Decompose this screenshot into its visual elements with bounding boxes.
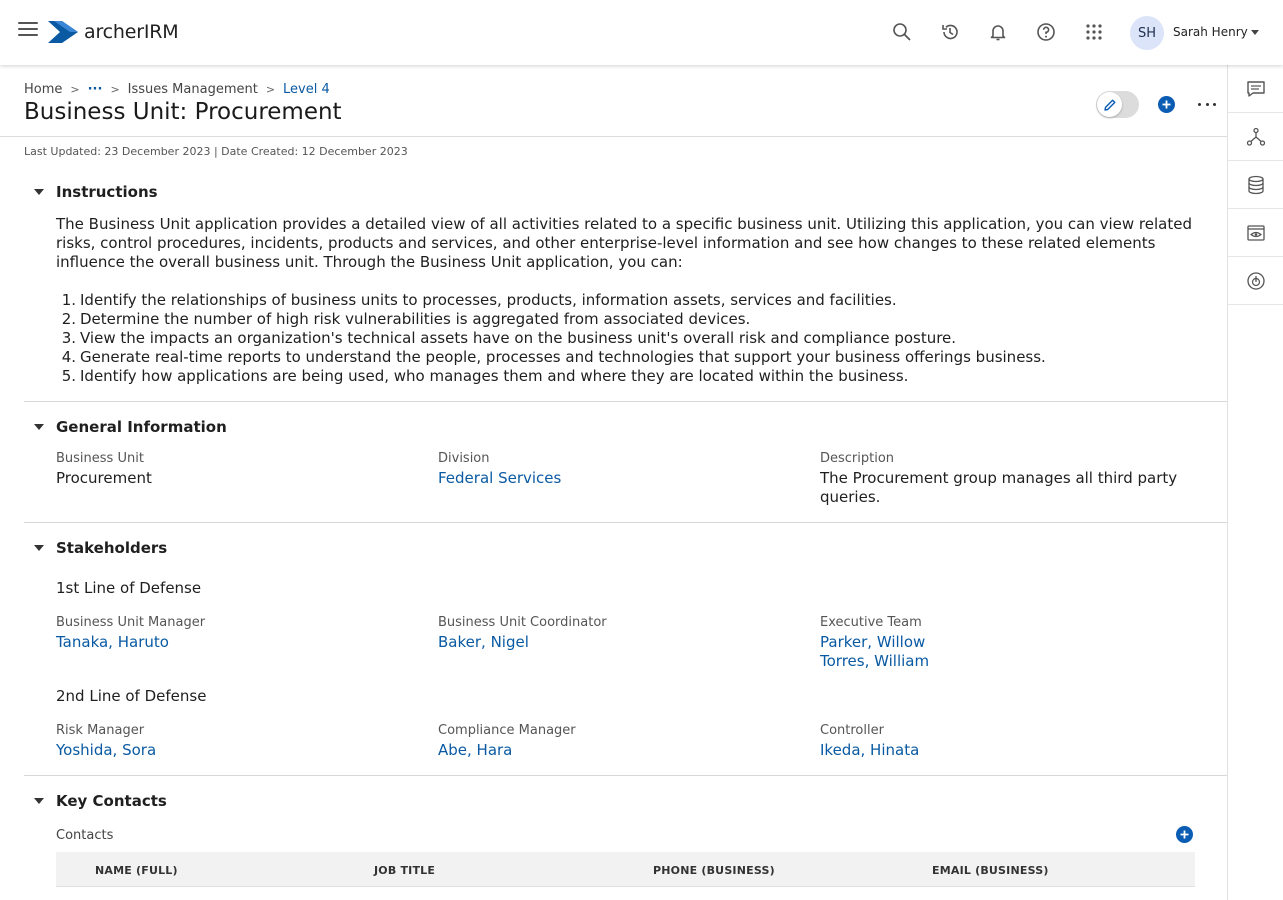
contacts-label: Contacts <box>56 828 114 843</box>
breadcrumb-ellipsis[interactable]: ··· <box>87 82 103 97</box>
breadcrumb-separator: > <box>265 83 276 96</box>
database-icon[interactable] <box>1228 161 1283 209</box>
list-item: 4. Generate real-time reports to understand the people, processes and technologies that support your business offerings business. <box>61 348 1046 366</box>
instructions-list <box>56 291 1046 386</box>
instructions-paragraph: The Business Unit application provides a detailed view of all activities related to a specific business unit. Utilizing this application, you can view related risks, control procedures, incidents, products and services, and other enterprise-level information and see how changes to these related elements influence the overall business unit. Through the Business Unit application, you can: <box>56 215 1192 271</box>
breadcrumb-current[interactable]: Level 4 <box>283 82 330 97</box>
list-item: 5. Identify how applications are being used, who manages them and where they are located within the business. <box>61 367 909 385</box>
description-value: The Procurement group manages all third party queries. <box>820 469 1178 506</box>
first-line-heading: 1st Line of Defense <box>56 579 202 597</box>
caret-down-icon <box>34 545 44 551</box>
edit-mode-toggle[interactable] <box>1096 91 1139 118</box>
app-logo[interactable] <box>48 21 178 43</box>
caret-down-icon <box>34 424 44 430</box>
list-item-text: View the impacts an organization's technical assets have on the business unit's overall risk and compliance posture. <box>80 329 957 347</box>
compliance-manager-link[interactable]: Abe, Hara <box>438 741 513 759</box>
list-item: 3. View the impacts an organization's technical assets have on the business unit's overall risk and compliance posture. <box>61 329 957 347</box>
column-header-name[interactable]: NAME (FULL) <box>95 864 178 877</box>
more-options-icon[interactable] <box>1198 96 1216 112</box>
breadcrumb-separator: > <box>70 83 80 96</box>
compliance-manager-label: Compliance Manager <box>438 723 576 738</box>
right-side-rail <box>1227 65 1283 900</box>
breadcrumb-separator: > <box>110 83 120 96</box>
list-item: 2. Determine the number of high risk vulnerabilities is aggregated from associated devices. <box>61 310 751 328</box>
bu-coordinator-link[interactable]: Baker, Nigel <box>438 633 529 651</box>
list-item: 1. Identify the relationships of business units to processes, products, information assets, services and facilities. <box>61 291 897 309</box>
list-item-text: Identify how applications are being used, who manages them and where they are located within the business. <box>80 367 909 385</box>
avatar[interactable]: SH <box>1130 16 1164 50</box>
business-unit-label: Business Unit <box>56 451 144 466</box>
section-title-stakeholders: Stakeholders <box>56 539 168 557</box>
division-link[interactable]: Federal Services <box>438 469 562 487</box>
breadcrumb <box>24 82 330 97</box>
search-icon[interactable] <box>890 20 914 44</box>
section-toggle-instructions[interactable] <box>34 183 158 201</box>
list-item-text: Generate real-time reports to understand the people, processes and technologies that support your business offerings business. <box>80 348 1046 366</box>
column-header-job-title[interactable]: JOB TITLE <box>374 864 436 877</box>
plus-icon <box>1180 830 1189 839</box>
section-toggle-key-contacts[interactable] <box>34 792 167 810</box>
breadcrumb-home[interactable]: Home <box>24 82 63 97</box>
help-icon[interactable] <box>1034 20 1058 44</box>
section-divider <box>24 775 1227 776</box>
header-divider <box>0 136 1227 137</box>
executive-team-link[interactable]: Torres, William <box>820 652 930 670</box>
relationships-icon[interactable] <box>1228 113 1283 161</box>
breadcrumb-module[interactable]: Issues Management <box>127 82 258 97</box>
business-unit-value: Procurement <box>56 469 152 487</box>
archer-logo-icon <box>48 21 78 43</box>
apps-grid-icon[interactable] <box>1082 20 1106 44</box>
executive-team-link[interactable]: Parker, Willow <box>820 633 926 651</box>
description-label: Description <box>820 451 895 466</box>
record-dates: Last Updated: 23 December 2023 | Date Created: 12 December 2023 <box>24 145 408 158</box>
add-record-button[interactable] <box>1158 96 1175 113</box>
bell-icon[interactable] <box>986 20 1010 44</box>
chevron-down-icon[interactable] <box>1251 30 1259 35</box>
comments-icon[interactable] <box>1228 65 1283 113</box>
controller-link[interactable]: Ikeda, Hinata <box>820 741 920 759</box>
preview-icon[interactable] <box>1228 209 1283 257</box>
division-label: Division <box>438 451 490 466</box>
top-bar <box>0 0 1283 65</box>
dashboard-gauge-icon[interactable] <box>1228 257 1283 305</box>
history-icon[interactable] <box>938 20 962 44</box>
caret-down-icon <box>34 798 44 804</box>
section-title-general-information: General Information <box>56 418 227 436</box>
section-toggle-stakeholders[interactable] <box>34 539 167 557</box>
contacts-table-header <box>56 852 1195 887</box>
second-line-heading: 2nd Line of Defense <box>56 687 207 705</box>
section-toggle-general-information[interactable] <box>34 418 227 436</box>
executive-team-label: Executive Team <box>820 615 922 630</box>
section-divider <box>24 401 1227 402</box>
section-divider <box>24 522 1227 523</box>
controller-label: Controller <box>820 723 884 738</box>
list-item-text: Identify the relationships of business units to processes, products, information assets, services and facilities. <box>80 291 897 309</box>
page-title: Business Unit: Procurement <box>24 99 342 125</box>
section-title-instructions: Instructions <box>56 183 158 201</box>
bu-manager-label: Business Unit Manager <box>56 615 206 630</box>
caret-down-icon <box>34 189 44 195</box>
brand-name: archerIRM <box>84 21 179 43</box>
section-title-key-contacts: Key Contacts <box>56 792 167 810</box>
bu-coordinator-label: Business Unit Coordinator <box>438 615 607 630</box>
user-name[interactable]: Sarah Henry <box>1173 25 1248 39</box>
column-header-email[interactable]: EMAIL (BUSINESS) <box>932 864 1049 877</box>
risk-manager-label: Risk Manager <box>56 723 145 738</box>
column-header-phone[interactable]: PHONE (BUSINESS) <box>653 864 775 877</box>
menu-icon[interactable] <box>18 22 38 42</box>
bu-manager-link[interactable]: Tanaka, Haruto <box>56 633 169 651</box>
list-item-text: Determine the number of high risk vulnerabilities is aggregated from associated devices. <box>80 310 751 328</box>
add-contact-button[interactable] <box>1176 826 1193 843</box>
plus-icon <box>1162 100 1171 109</box>
risk-manager-link[interactable]: Yoshida, Sora <box>56 741 157 759</box>
pencil-icon <box>1097 92 1122 117</box>
